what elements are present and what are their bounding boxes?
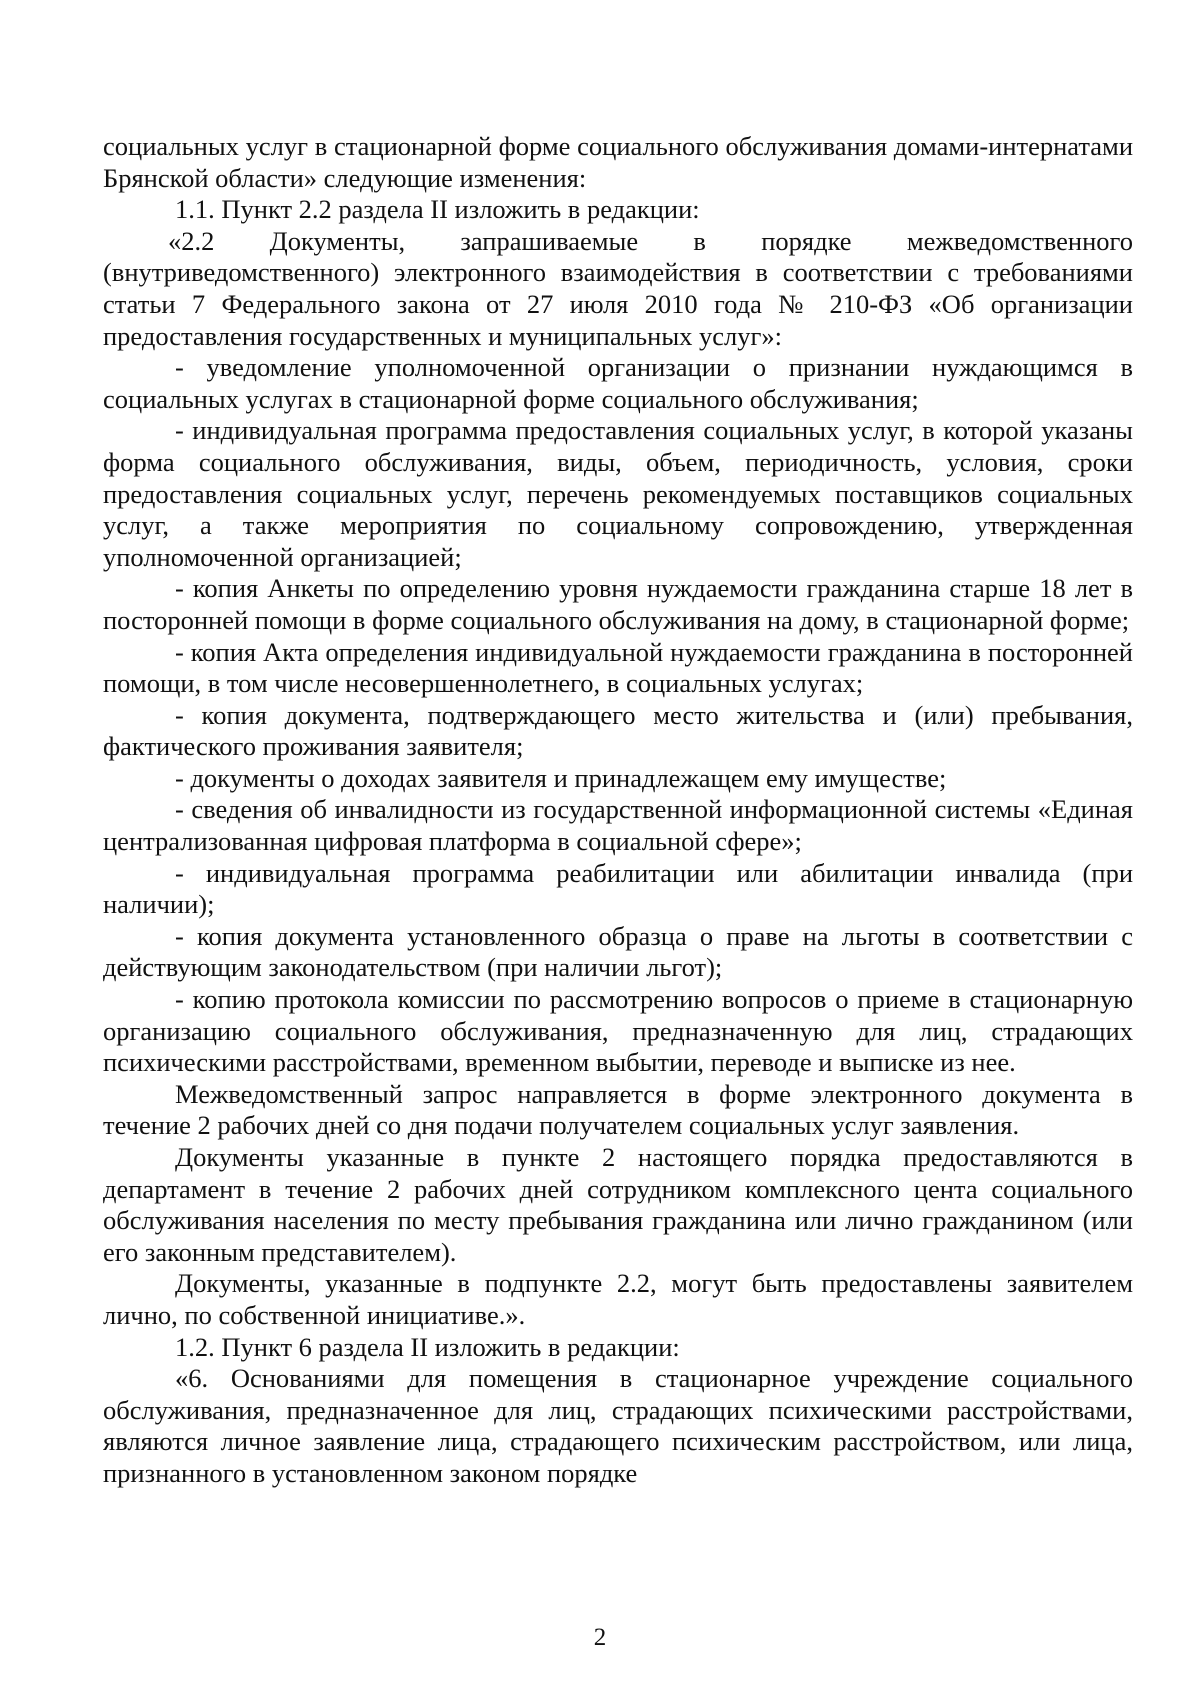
list-item: - копия Акта определения индивидуальной нуждаемости гражданина в посторонней помощи, в том числе несовершеннолетнего, в социальных услугах; bbox=[103, 636, 1133, 699]
list-item: - копию протокола комиссии по рассмотрению вопросов о приеме в стационарную организацию социального обслуживания, предназначенную для лиц, страдающих психическими расстройствами, временном выбытии, переводе и выписке из нее. bbox=[103, 984, 1133, 1078]
paragraph-item-1-2: 1.2. Пункт 6 раздела II изложить в редакции: bbox=[175, 1331, 680, 1362]
list-item: - документы о доходах заявителя и принадлежащем ему имуществе; bbox=[175, 762, 947, 793]
paragraph-own-initiative: Документы, указанные в подпункте 2.2, могут быть предоставлены заявителем лично, по собственной инициативе.». bbox=[103, 1268, 1133, 1330]
paragraph-clause-2-2: «2.2 Документы, запрашиваемые в порядке межведомственного (внутриведомственного) электронного взаимодействия в соответствии с требованиями статьи 7 Федерального закона от 27 июля 2010 года № 210-ФЗ «Об организации предоставления государственных и муниципальных услуг»: bbox=[103, 225, 1133, 351]
page-number: 2 bbox=[593, 1624, 607, 1651]
list-item: - копия документа установленного образца о праве на льготы в соответствии с действующим законодательством (при наличии льгот); bbox=[103, 920, 1133, 983]
list-item: - индивидуальная программа предоставления социальных услуг, в которой указаны форма социального обслуживания, виды, объем, периодичность, условия, сроки предоставления социальных услуг, перечень рекомендуемых поставщиков социальных услуг, а также мероприятия по социальному сопровождению, утвержденная уполномоченной организацией; bbox=[103, 415, 1133, 572]
paragraph-item-1-1: 1.1. Пункт 2.2 раздела II изложить в редакции: bbox=[175, 194, 700, 225]
paragraph-continuation: социальных услуг в стационарной форме социального обслуживания домами-интернатами Брянской области» следующие изменения: bbox=[103, 131, 1133, 193]
paragraph-documents-submission: Документы указанные в пункте 2 настоящего порядка предоставляются в департамент в течение 2 рабочих дней сотрудником комплексного цента социального обслуживания населения по месту пребывания гражданина или лично гражданином (или его законным представителем). bbox=[103, 1142, 1133, 1267]
document-body bbox=[103, 131, 1133, 1490]
list-item: - уведомление уполномоченной организации о признании нуждающимся в социальных услугах в стационарной форме социального обслуживания; bbox=[103, 352, 1133, 414]
list-item: - копия Анкеты по определению уровня нуждаемости гражданина старше 18 лет в посторонней помощи в форме социального обслуживания на дому, в стационарной форме; bbox=[103, 573, 1133, 635]
paragraph-clause-6: «6. Основаниями для помещения в стационарное учреждение социального обслуживания, предназначенное для лиц, страдающих психическими расстройствами, являются личное заявление лица, страдающего психическим расстройством, или лица, признанного в установленном законом порядке bbox=[103, 1363, 1133, 1488]
list-item: - копия документа, подтверждающего место жительства и (или) пребывания, фактического проживания заявителя; bbox=[103, 699, 1133, 762]
list-item: - сведения об инвалидности из государственной информационной системы «Единая централизованная цифровая платформа в социальной сфере»; bbox=[103, 794, 1133, 857]
list-item: - индивидуальная программа реабилитации или абилитации инвалида (при наличии); bbox=[103, 857, 1133, 920]
paragraph-interagency-request: Межведомственный запрос направляется в форме электронного документа в течение 2 рабочих дней со дня подачи получателем социальных услуг заявления. bbox=[103, 1078, 1133, 1141]
